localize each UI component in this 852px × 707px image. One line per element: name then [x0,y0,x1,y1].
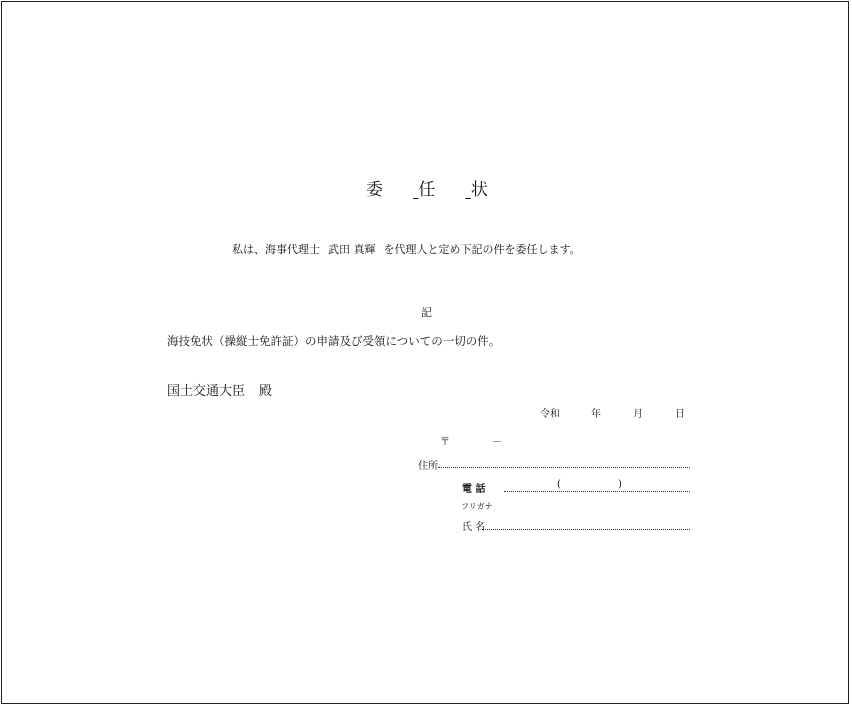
date-day-label: 日 [675,409,685,420]
document-frame [1,1,849,704]
delegated-matter: 海技免状（操縦士免許証）の申請及び受領についての一切の件。 [167,334,501,348]
delegation-statement [232,241,581,257]
phone-paren-open: ( [557,479,561,490]
phone-label: 電 話 [462,484,486,495]
postal-mark: 〒 [440,437,450,448]
ki-heading: 記 [421,306,432,319]
addressee [167,380,272,399]
statement-prefix: 私は、海事代理士 [232,243,320,256]
name-label: 氏 名 [462,522,486,533]
date-era: 令和 [540,409,560,420]
phone-paren-close: ) [618,479,622,490]
address-label: 住所 [418,461,438,472]
agent-name: 武田 真輝 [328,243,376,256]
title-char-2: 任 [418,180,436,200]
date-month-label: 月 [633,409,643,420]
postal-dash: － [492,437,502,448]
date-year-label: 年 [591,409,601,420]
phone-line[interactable] [504,491,690,492]
furigana-label: フリガナ [461,502,493,511]
title-char-1: 委 [366,180,383,200]
addressee-honorific: 殿 [259,384,273,399]
name-line[interactable] [482,529,690,530]
statement-suffix: を代理人と定め下記の件を委任します。 [383,243,581,256]
address-line[interactable] [438,467,690,468]
addressee-name: 国土交通大臣 [167,384,246,399]
title-char-3: 状 [470,180,488,200]
document-title [366,175,488,200]
